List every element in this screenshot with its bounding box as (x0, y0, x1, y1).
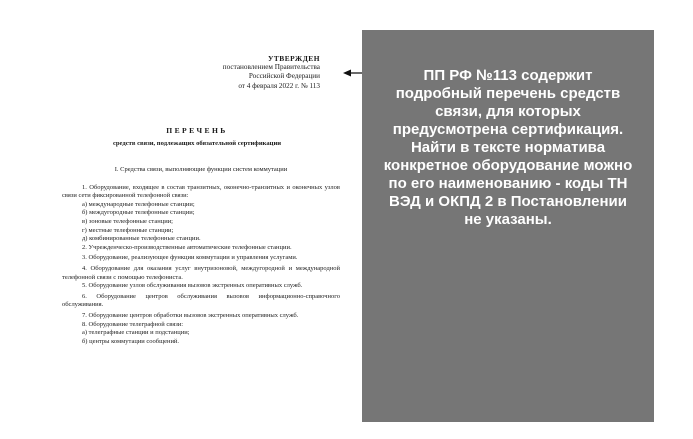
list-item: 4. Оборудование для оказания услуг внутризоновой, междугородной и международной телефонной связи с помощью телефониста. (62, 264, 340, 281)
list-item: 2. Учрежденческо-производственные автоматические телефонные станции. (82, 243, 292, 251)
document-body (62, 166, 340, 346)
list-item: в) зоновые телефонные станции; (82, 217, 173, 225)
document-page (52, 0, 342, 439)
list-item: 6. Оборудование центров обслуживания вызовов информационно-справочного обслуживания. (62, 292, 340, 309)
list-item: а) международные телефонные станции; (82, 200, 195, 208)
approval-heading: УТВЕРЖДЕН (267, 54, 320, 63)
approval-line: Российской Федерации (248, 72, 320, 81)
annotation-panel (362, 30, 654, 422)
list-item: а) телеграфные станции и подстанции; (82, 329, 190, 337)
list-item: 1. Оборудование, входящее в состав транзитных, оконечно-транзитных и оконечных узлов связи сети фиксированной телефонной связи: (62, 183, 340, 200)
list-item: г) местные телефонные станции; (82, 226, 174, 234)
list-item: 8. Оборудование телеграфной связи: (82, 320, 184, 328)
section-heading: I. Средства связи, выполняющие функции систем коммутации (114, 166, 288, 173)
list-item: б) центры коммутации сообщений. (82, 337, 180, 345)
approval-stamp (52, 54, 342, 91)
list-item: б) междугородные телефонные станции; (82, 209, 195, 217)
annotation-text: ПП РФ №113 содержит подробный перечень средств связи, для которых предусмотрена сертификация. Найти в тексте норматива конкретное оборудование можно по его наименованию - коды ТН ВЭД и ОКПД 2 в Постановлении не указаны. (383, 67, 633, 228)
document-subtitle: средств связи, подлежащих обязательной сертификации (112, 140, 282, 147)
document-title: ПЕРЕЧЕНЬ (166, 126, 228, 135)
approval-line: постановлением Правительства (222, 63, 320, 72)
list-item: 3. Оборудование, реализующее функции коммутации и управления услугами. (82, 254, 298, 262)
approval-line: от 4 февраля 2022 г. № 113 (238, 81, 320, 90)
list-item: д) комбинированные телефонные станции. (82, 235, 201, 243)
list-item: 5. Оборудование узлов обслуживания вызовов экстренных оперативных служб. (82, 282, 303, 290)
list-item: 7. Оборудование центров обработки вызовов экстренных оперативных служб. (82, 311, 299, 319)
